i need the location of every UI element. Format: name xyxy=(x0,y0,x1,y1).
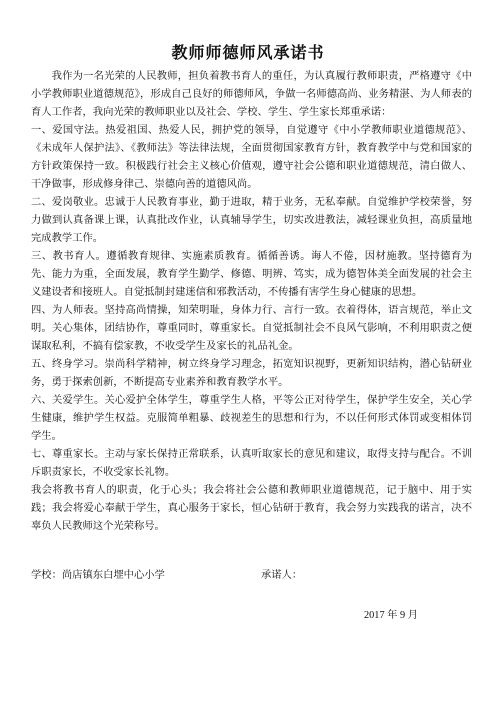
document-body xyxy=(31,67,472,535)
document-date: 2017 年 9 月 xyxy=(364,610,419,621)
pledge-item-3: 三、教书育人。遵循教育规律、实施素质教育。循循善诱。诲人不倦，因材施教。坚持德育为先、能力为重，全面发展，教育学生勤学、修德、明辨、笃实，成为德智体美全面发展的社会主义建设者和接班人。自觉抵制封建迷信和邪教活动，不传播有害学生身心健康的思想。 xyxy=(31,250,472,298)
pledge-item-5: 五、终身学习。崇尚科学精神，树立终身学习理念，拓宽知识视野，更新知识结构，潜心钻研业务，勇于探索创新，不断提高专业素养和教育教学水平。 xyxy=(31,358,472,388)
page-title: 教师师德师风承诺书 xyxy=(171,43,325,62)
pledge-item-1: 一、爱国守法。热爱祖国、热爱人民，拥护党的领导，自觉遵守《中小学教师职业道德规范》、《未成年人保护法》、《教师法》等法律法规，全面贯彻国家教育方针，教育教学中与党和国家的方针政策保持一致。积极践行社会主义核心价值观，遵守社会公德和职业道德规范，清白做人、干净做事，形成修身律己、崇德向善的道德风尚。 xyxy=(31,124,472,190)
signature-line xyxy=(31,566,472,584)
intro-paragraph: 我作为一名光荣的人民教师，担负着教书育人的重任，为认真履行教师职责，严格遵守《中小学教师职业道德规范》，形成自己良好的师德师风，争做一名师德高尚、业务精湛、为人师表的育人工作者，我向光荣的教师职业以及社会、学校、学生、学生家长郑重承诺： xyxy=(31,70,472,118)
pledge-item-7: 七、尊重家长。主动与家长保持正常联系，认真听取家长的意见和建议，取得支持与配合。不训斥职责家长，不收受家长礼物。 xyxy=(31,448,472,478)
pledge-item-2: 二、爱岗敬业。忠诚于人民教育事业，勤于进取，精于业务，无私奉献。自觉维护学校荣誉，努力做到认真备课上课，认真批改作业，认真辅导学生，切实改进教法，减轻课业负担，高质量地完成教学工作。 xyxy=(31,196,472,244)
pledge-item-4: 四、为人师表。坚持高尚情操，知荣明耻，身体力行、言行一致。衣着得体，语言规范，举止文明。关心集体，团结协作，尊重同时，尊重家长。自觉抵制社会不良风气影响，不利用职责之便谋取私利，不搞有偿家教，不收受学生及家长的礼品礼金。 xyxy=(31,304,472,352)
school-name: 学校：尚店镇东白堽中心小学 xyxy=(31,569,165,581)
closing-paragraph: 我会将教书育人的职责，化于心头；我会将社会公德和教师职业道德规范，记于脑中、用于实践；我会将爱心奉献于学生，真心服务于家长，恒心钻研于教育，我会努力实践我的诺言，决不辜负人民教师这个光荣称号。 xyxy=(31,484,472,532)
pledge-item-6: 六、关爱学生。关心爱护全体学生，尊重学生人格，平等公正对待学生，保护学生安全，关心学生健康，维护学生权益。克服简单粗暴、歧视差生的思想和行为，不以任何形式体罚或变相体罚学生。 xyxy=(31,394,472,442)
promiser-label: 承诺人： xyxy=(261,569,303,581)
